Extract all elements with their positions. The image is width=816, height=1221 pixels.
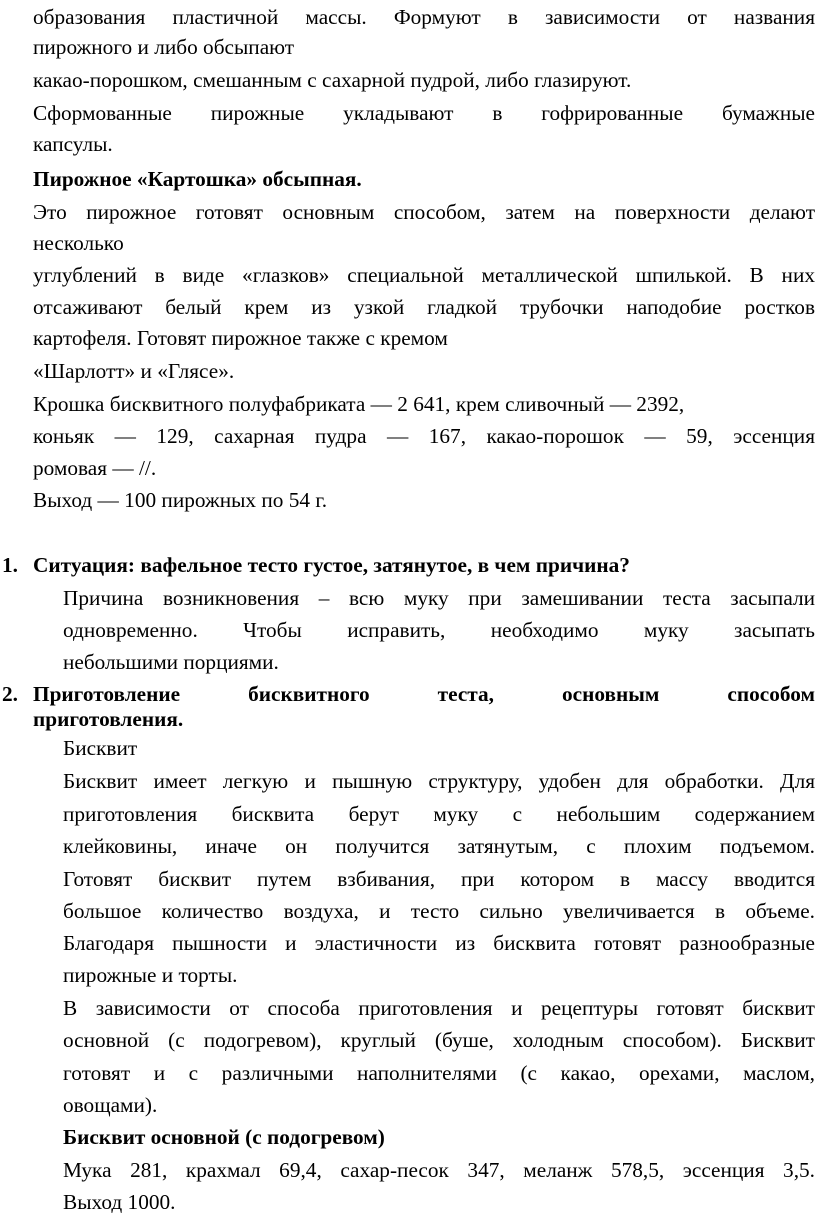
- body-line: Благодаря пышности и эластичности из бисквита готовят разнообразные: [63, 931, 815, 955]
- subheading: Бисквит: [63, 736, 138, 760]
- body-line: Это пирожное готовят основным способом, затем на поверхности делают: [33, 200, 815, 224]
- body-line: Причина возникновения – всю муку при замешивании теста засыпали: [63, 586, 815, 610]
- list-number: 1.: [2, 553, 18, 577]
- body-line: большое количество воздуха, и тесто сильно увеличивается в объеме.: [63, 899, 815, 923]
- body-line: В зависимости от способа приготовления и рецептуры готовят бисквит: [63, 996, 815, 1020]
- body-line: капсулы.: [33, 132, 113, 156]
- body-line: картофеля. Готовят пирожное также с кремом: [33, 326, 448, 350]
- body-line: Выход — 100 пирожных по 54 г.: [33, 488, 328, 512]
- body-line: ромовая — //.: [33, 456, 157, 480]
- body-line: Сформованные пирожные укладывают в гофрированные бумажные: [33, 101, 815, 125]
- body-line: отсаживают белый крем из узкой гладкой трубочки наподобие ростков: [33, 295, 815, 319]
- body-line: Мука 281, крахмал 69,4, сахар-песок 347, меланж 578,5, эссенция 3,5.: [63, 1158, 815, 1182]
- body-line: какао-порошком, смешанным с сахарной пудрой, либо глазируют.: [33, 68, 632, 92]
- body-line: небольшими порциями.: [63, 650, 279, 674]
- body-line: коньяк — 129, сахарная пудра — 167, какао-порошок — 59, эссенция: [33, 424, 815, 448]
- body-line: несколько: [33, 231, 124, 255]
- body-line: «Шарлотт» и «Глясе».: [33, 359, 235, 383]
- body-line: углублений в виде «глазков» специальной металлической шпилькой. В них: [33, 263, 815, 287]
- body-line: клейковины, иначе он получится затянутым, с плохим подъемом.: [63, 834, 815, 858]
- body-line: одновременно. Чтобы исправить, необходимо муку засыпать: [63, 618, 815, 642]
- body-line: Бисквит имеет легкую и пышную структуру, удобен для обработки. Для: [63, 769, 815, 793]
- list-number: 2.: [2, 682, 18, 706]
- body-line: пирожного и либо обсыпают: [33, 35, 295, 59]
- body-line: Выход 1000.: [63, 1190, 176, 1214]
- body-line: Готовят бисквит путем взбивания, при котором в массу вводится: [63, 867, 815, 891]
- recipe-heading: Бисквит основной (с подогревом): [63, 1125, 385, 1149]
- body-line: основной (с подогревом), круглый (буше, холодным способом). Бисквит: [63, 1028, 815, 1052]
- section-heading: Пирожное «Картошка» обсыпная.: [33, 167, 362, 191]
- question-title: Ситуация: вафельное тесто густое, затянутое, в чем причина?: [33, 553, 630, 577]
- question-title: Приготовление бисквитного теста, основным способом: [33, 682, 815, 706]
- body-line: готовят и с различными наполнителями (с какао, орехами, маслом,: [63, 1061, 815, 1085]
- body-line: Крошка бисквитного полуфабриката — 2 641, крем сливочный — 2392,: [33, 392, 685, 416]
- body-line: образования пластичной массы. Формуют в зависимости от названия: [33, 5, 815, 29]
- body-line: пирожные и торты.: [63, 963, 238, 987]
- question-title-cont: приготовления.: [33, 707, 184, 731]
- body-line: овощами).: [63, 1093, 158, 1117]
- body-line: приготовления бисквита берут муку с небольшим содержанием: [63, 802, 815, 826]
